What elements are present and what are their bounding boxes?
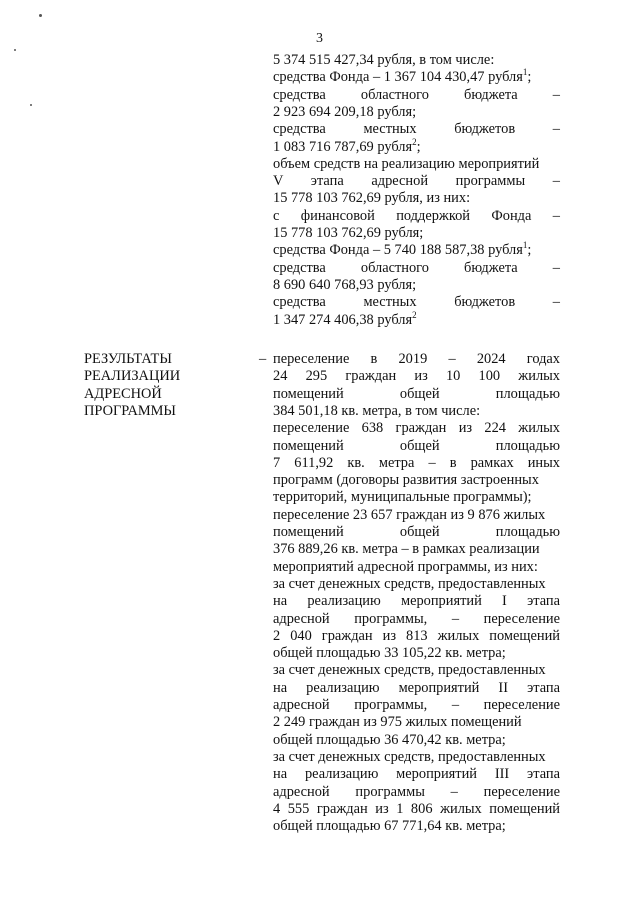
line-text: 376 889,26 кв. метра – в рамках реализации (273, 541, 540, 558)
text-line (273, 386, 560, 404)
page-number: 3 (316, 31, 323, 46)
text-line (273, 455, 560, 473)
line-text: 7 611,92 кв. метра – в рамках иных (273, 454, 560, 471)
section-heading-line: РЕАЛИЗАЦИИ (84, 368, 181, 385)
line-text: средства Фонда – 1 367 104 430,47 рубля (273, 69, 523, 86)
text-line (273, 593, 560, 611)
line-text: 2 249 граждан из 975 жилых помещений (273, 714, 522, 731)
line-text: за счет денежных средств, предоставленных (273, 662, 546, 679)
line-text: территорий, муниципальные программы); (273, 489, 532, 506)
line-tail: ; (527, 242, 532, 259)
text-line (273, 104, 560, 122)
text-line (273, 242, 560, 260)
text-line (273, 524, 560, 542)
line-text: программ (договоры развития застроенных (273, 472, 539, 489)
text-line (273, 52, 560, 70)
text-line (273, 420, 560, 438)
text-line (273, 541, 560, 559)
line-text: средства Фонда – 5 740 188 587,38 рубля (273, 242, 523, 259)
text-line (273, 749, 560, 767)
text-line (273, 225, 560, 243)
text-line (273, 766, 560, 784)
line-text: 15 778 103 762,69 рубля; (273, 225, 424, 241)
line-text: переселение 638 граждан из 224 жилых (273, 420, 560, 437)
line-text: с финансовой поддержкой Фонда – (273, 207, 560, 224)
text-line (273, 611, 560, 629)
text-line (273, 697, 560, 715)
line-text: на реализацию мероприятий I этапа (273, 593, 560, 610)
text-line (273, 472, 560, 490)
line-tail: ; (416, 138, 421, 155)
section-heading-line: РЕЗУЛЬТАТЫ (84, 351, 172, 367)
line-text: 1 083 716 787,69 рубля (273, 138, 413, 155)
text-line (273, 489, 560, 507)
line-text: помещений общей площадью (273, 385, 560, 402)
text-line (273, 403, 560, 421)
section-heading-line: ПРОГРАММЫ (84, 402, 176, 419)
text-line (273, 559, 560, 577)
text-line (273, 645, 560, 663)
line-text: общей площадью 36 470,42 кв. метра; (273, 731, 506, 748)
scan-speck (39, 14, 42, 17)
text-line (273, 784, 560, 802)
text-line (273, 576, 560, 594)
text-line (273, 87, 560, 105)
line-text: 5 374 515 427,34 рубля, в том числе: (273, 52, 495, 68)
line-text: 4 555 граждан из 1 806 жилых помещений (273, 800, 560, 817)
line-text: средства областного бюджета – (273, 259, 560, 276)
line-text: объем средств на реализацию мероприятий (273, 155, 540, 172)
section-heading-line: АДРЕСНОЙ (84, 385, 162, 402)
line-text: средства местных бюджетов – (273, 294, 560, 311)
line-tail: ; (527, 69, 532, 86)
line-text: переселение 23 657 граждан из 9 876 жилых (273, 506, 546, 523)
footnote-marker: 1 (522, 67, 528, 78)
text-line (273, 69, 560, 87)
line-text: адресной программы – переселение (273, 783, 560, 800)
line-text: мероприятий адресной программы, из них: (273, 558, 538, 575)
line-text: 24 295 граждан из 10 100 жилых (273, 368, 560, 385)
scan-speck (30, 104, 32, 106)
text-line (273, 156, 560, 174)
line-text: общей площадью 33 105,22 кв. метра; (273, 645, 506, 662)
line-text: средства местных бюджетов – (273, 121, 560, 138)
text-line (273, 368, 560, 386)
text-line (273, 260, 560, 278)
text-line (273, 309, 560, 330)
footnote-marker: 2 (412, 309, 417, 320)
line-text: 1 347 274 406,38 рубля (273, 311, 413, 328)
line-text: 8 690 640 768,93 рубля; (273, 276, 417, 293)
footnote-marker: 2 (412, 136, 417, 147)
text-line (273, 136, 560, 157)
text-line (273, 277, 560, 295)
line-text: на реализацию мероприятий II этапа (273, 679, 560, 696)
text-line (273, 801, 560, 819)
text-line (273, 351, 560, 369)
line-text: за счет денежных средств, предоставленных (273, 748, 546, 765)
text-line (273, 662, 560, 680)
line-text: 15 778 103 762,69 рубля, из них: (273, 190, 471, 207)
footnote-marker: 1 (522, 240, 528, 251)
text-line (273, 732, 560, 750)
line-text: 2 923 694 209,18 рубля; (273, 103, 417, 120)
text-line (273, 173, 560, 191)
line-text: V этапа адресной программы – (273, 173, 560, 190)
text-line (273, 628, 560, 646)
line-text: средства областного бюджета – (273, 86, 560, 103)
line-text: помещений общей площадью (273, 524, 560, 540)
text-line (273, 507, 560, 525)
scan-speck (14, 49, 16, 51)
line-text: 384 501,18 кв. метра, в том числе: (273, 402, 481, 419)
text-line (273, 208, 560, 226)
line-text: общей площадью 67 771,64 кв. метра; (273, 818, 506, 835)
text-line (273, 680, 560, 698)
text-line (273, 818, 560, 836)
line-text: 2 040 граждан из 813 жилых помещений (273, 627, 560, 644)
text-line (273, 190, 560, 208)
line-text: адресной программы, – переселение (273, 610, 560, 627)
section-dash: – (259, 351, 267, 367)
line-text: за счет денежных средств, предоставленных (273, 575, 546, 592)
line-text: адресной программы, – переселение (273, 697, 560, 713)
line-text: переселение в 2019 – 2024 годах (273, 351, 560, 367)
text-line (273, 714, 560, 732)
line-text: на реализацию мероприятий III этапа (273, 766, 560, 783)
text-line (273, 438, 560, 456)
line-text: помещений общей площадью (273, 437, 560, 454)
